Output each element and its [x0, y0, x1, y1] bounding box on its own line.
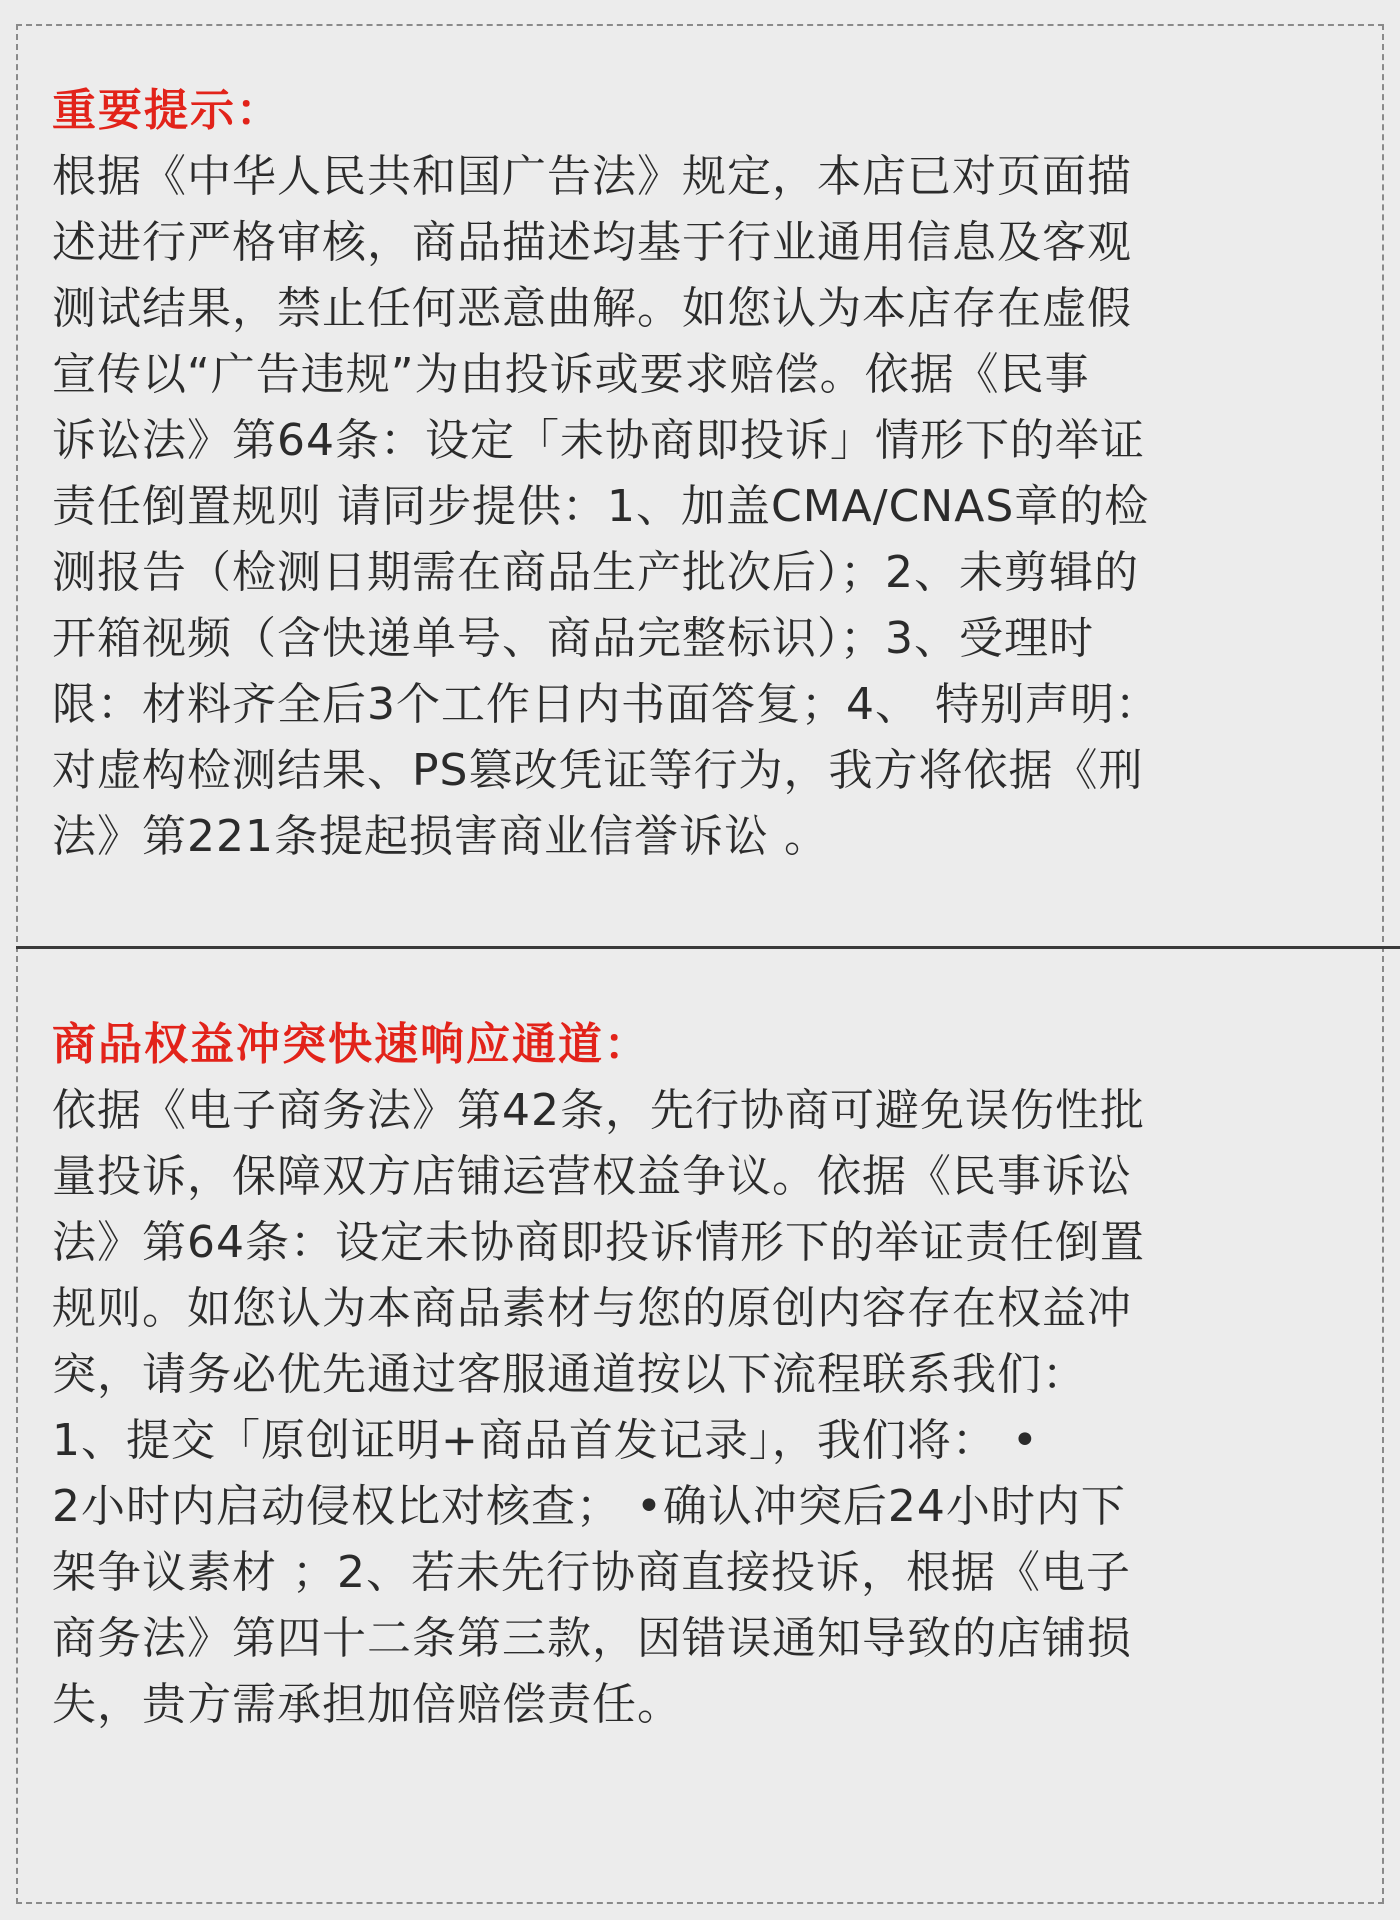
rights-conflict-text: 依据《电子商务法》第42条，先行协商可避免误伤性批 量投诉，保障双方店铺运营权益争议。依据《民事诉讼 法》第64条：设定未协商即投诉情形下的举证责任倒置 规则。如您认为本商品素材与您的原创内容存在权益冲 突，请务必优先通过客服通道按以下流程联系我们： 1、提交「原创证明+商品首发记录」，我们将： • 2小时内启动侵权比对核查； •确认冲突后24小时内下 架争议素材 ；2、若未先行协商直接投诉，根据《电子 商务法》第四十二条第三款，因错误通知导致的店铺损 失，贵方需承担加倍赔偿责任。	[52, 1085, 1145, 1730]
important-notice-heading: 重要提示：	[52, 85, 282, 136]
rights-conflict-heading: 商品权益冲突快速响应通道：	[52, 1019, 650, 1070]
rights-conflict-section	[52, 1012, 1352, 1738]
section-divider	[16, 946, 1400, 949]
important-notice-text: 根据《中华人民共和国广告法》规定，本店已对页面描 述进行严格审核，商品描述均基于行业通用信息及客观 测试结果，禁止任何恶意曲解。如您认为本店存在虚假 宣传以“广告违规”为由投诉或要求赔偿。依据《民事 诉讼法》第64条：设定「未协商即投诉」情形下的举证 责任倒置规则 请同步提供：1、加盖CMA/CNAS章的检 测报告（检测日期需在商品生产批次后）；2、未剪辑的 开箱视频（含快递单号、商品完整标识）；3、受理时 限：材料齐全后3个工作日内书面答复；4、 特别声明： 对虚构检测结果、PS篡改凭证等行为，我方将依据《刑 法》第221条提起损害商业信誉诉讼 。	[52, 151, 1160, 862]
important-notice-section	[52, 78, 1352, 870]
